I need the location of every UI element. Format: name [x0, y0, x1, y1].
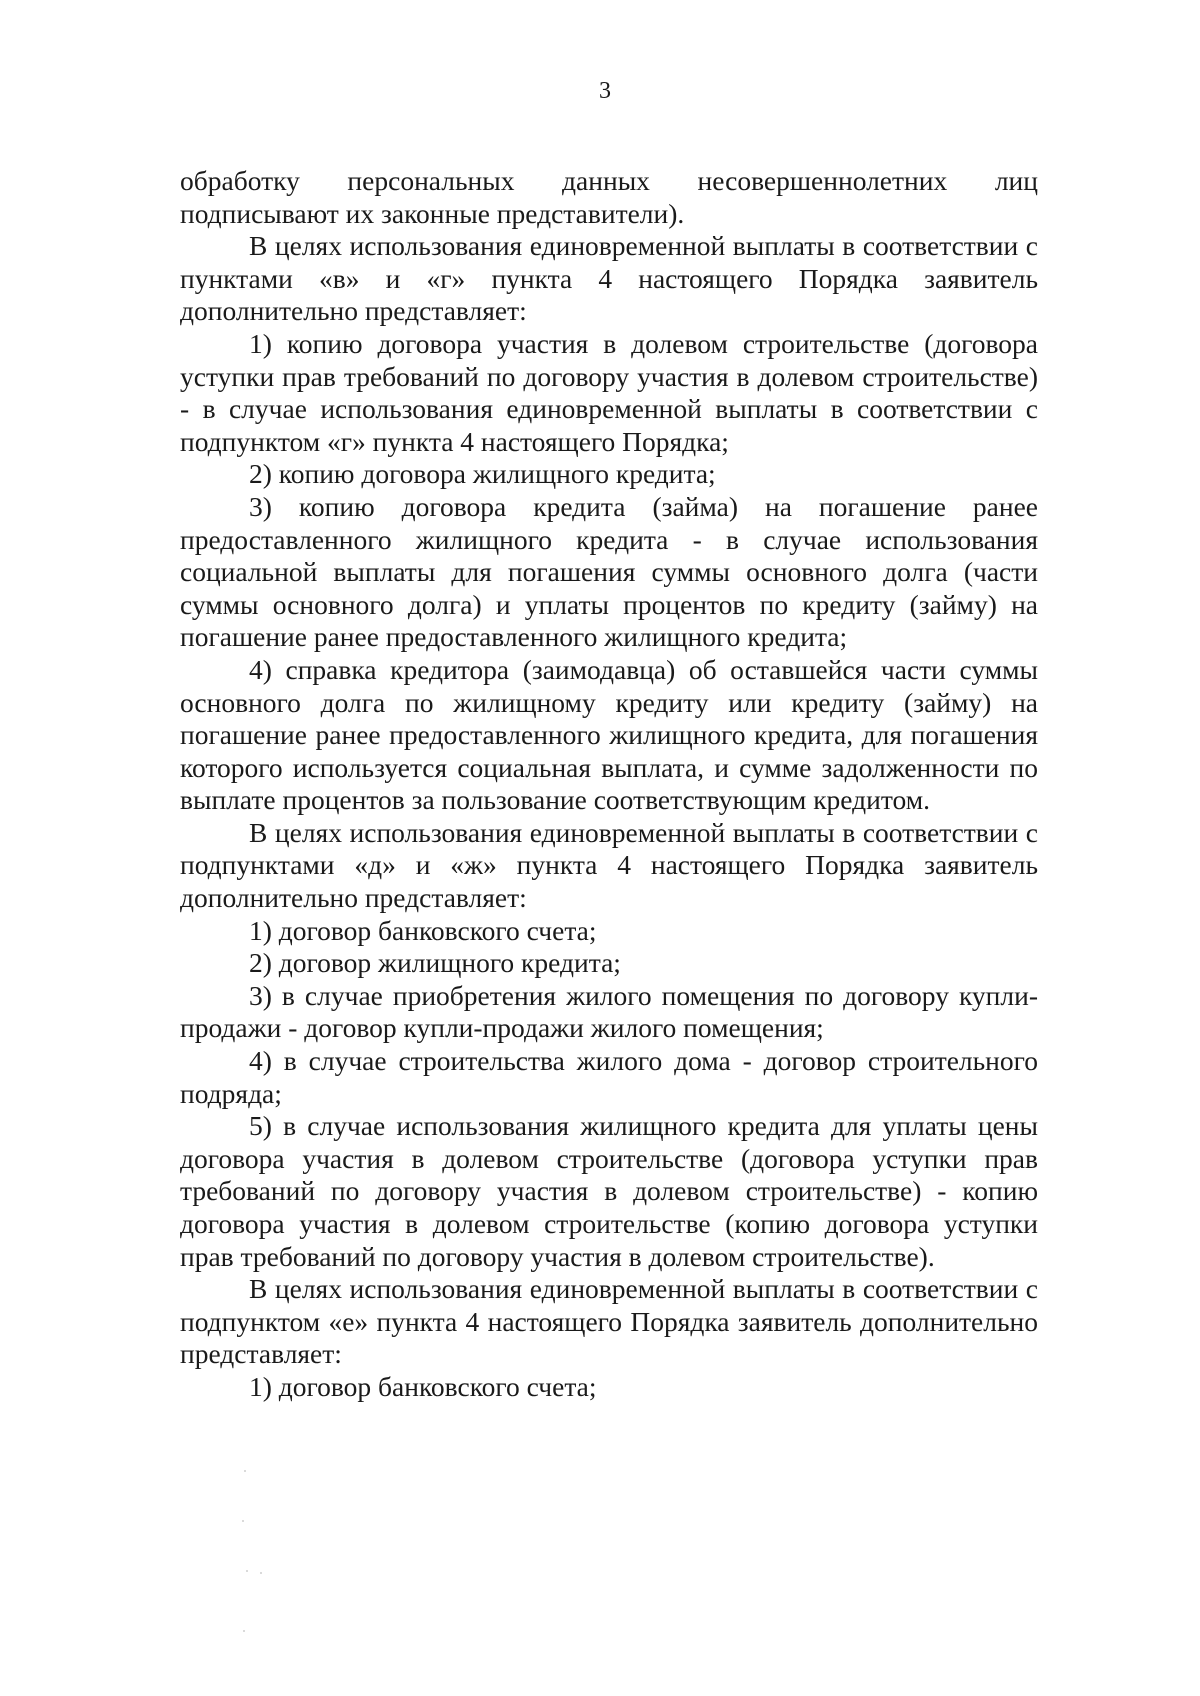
- paragraph-1: обработку персональных данных несовершеннолетних лиц подписывают их законные представители).: [180, 165, 1038, 229]
- scan-artifacts: [240, 1460, 280, 1660]
- paragraph-4: 2) копию договора жилищного кредита;: [249, 458, 716, 490]
- paragraph-12: 5) в случае использования жилищного кредита для уплаты цены договора участия в долевом строительстве (договора уступки прав требований по договору участия в долевом строительстве) - копию договора участия в долевом строительстве (копию договора уступки прав требований по договору участия в долевом строительстве).: [180, 1110, 1038, 1272]
- page-number: 3: [599, 78, 611, 104]
- paragraph-6: 4) справка кредитора (заимодавца) об оставшейся части суммы основного долга по жилищному кредиту или кредиту (займу) на погашение ранее предоставленного жилищного кредита, для погашения которого используется социальная выплата, и сумме задолженности по выплате процентов за пользование соответствующим кредитом.: [180, 653, 1038, 816]
- paragraph-14: 1) договор банковского счета;: [249, 1370, 597, 1402]
- paragraph-5: 3) копию договора кредита (займа) на погашение ранее предоставленного жилищного кредита - в случае использования социальной выплаты для погашения суммы основного долга (части суммы основного долга) и уплаты процентов по кредиту (займу) на погашение ранее предоставленного жилищного кредита;: [180, 490, 1038, 653]
- document-body: [180, 165, 1038, 1404]
- paragraph-13: В целях использования единовременной выплаты в соответствии с подпунктом «е» пункта 4 настоящего Порядка заявитель дополнительно представляет:: [180, 1273, 1038, 1370]
- paragraph-3: 1) копию договора участия в долевом строительстве (договора уступки прав требований по договору участия в долевом строительстве) - в случае использования единовременной выплаты в соответствии с подпунктом «г» пункта 4 настоящего Порядка;: [180, 327, 1038, 457]
- paragraph-10: 3) в случае приобретения жилого помещения по договору купли-продажи - договор купли-продажи жилого помещения;: [180, 979, 1038, 1044]
- paragraph-8: 1) договор банковского счета;: [249, 914, 597, 946]
- paragraph-2: В целях использования единовременной выплаты в соответствии с пунктами «в» и «г» пункта 4 настоящего Порядка заявитель дополнительно представляет:: [180, 230, 1038, 327]
- paragraph-7: В целях использования единовременной выплаты в соответствии с подпунктами «д» и «ж» пункта 4 настоящего Порядка заявитель дополнительно представляет:: [180, 816, 1038, 914]
- paragraph-11: 4) в случае строительства жилого дома - договор строительного подряда;: [180, 1045, 1038, 1109]
- paragraph-9: 2) договор жилищного кредита;: [249, 947, 621, 979]
